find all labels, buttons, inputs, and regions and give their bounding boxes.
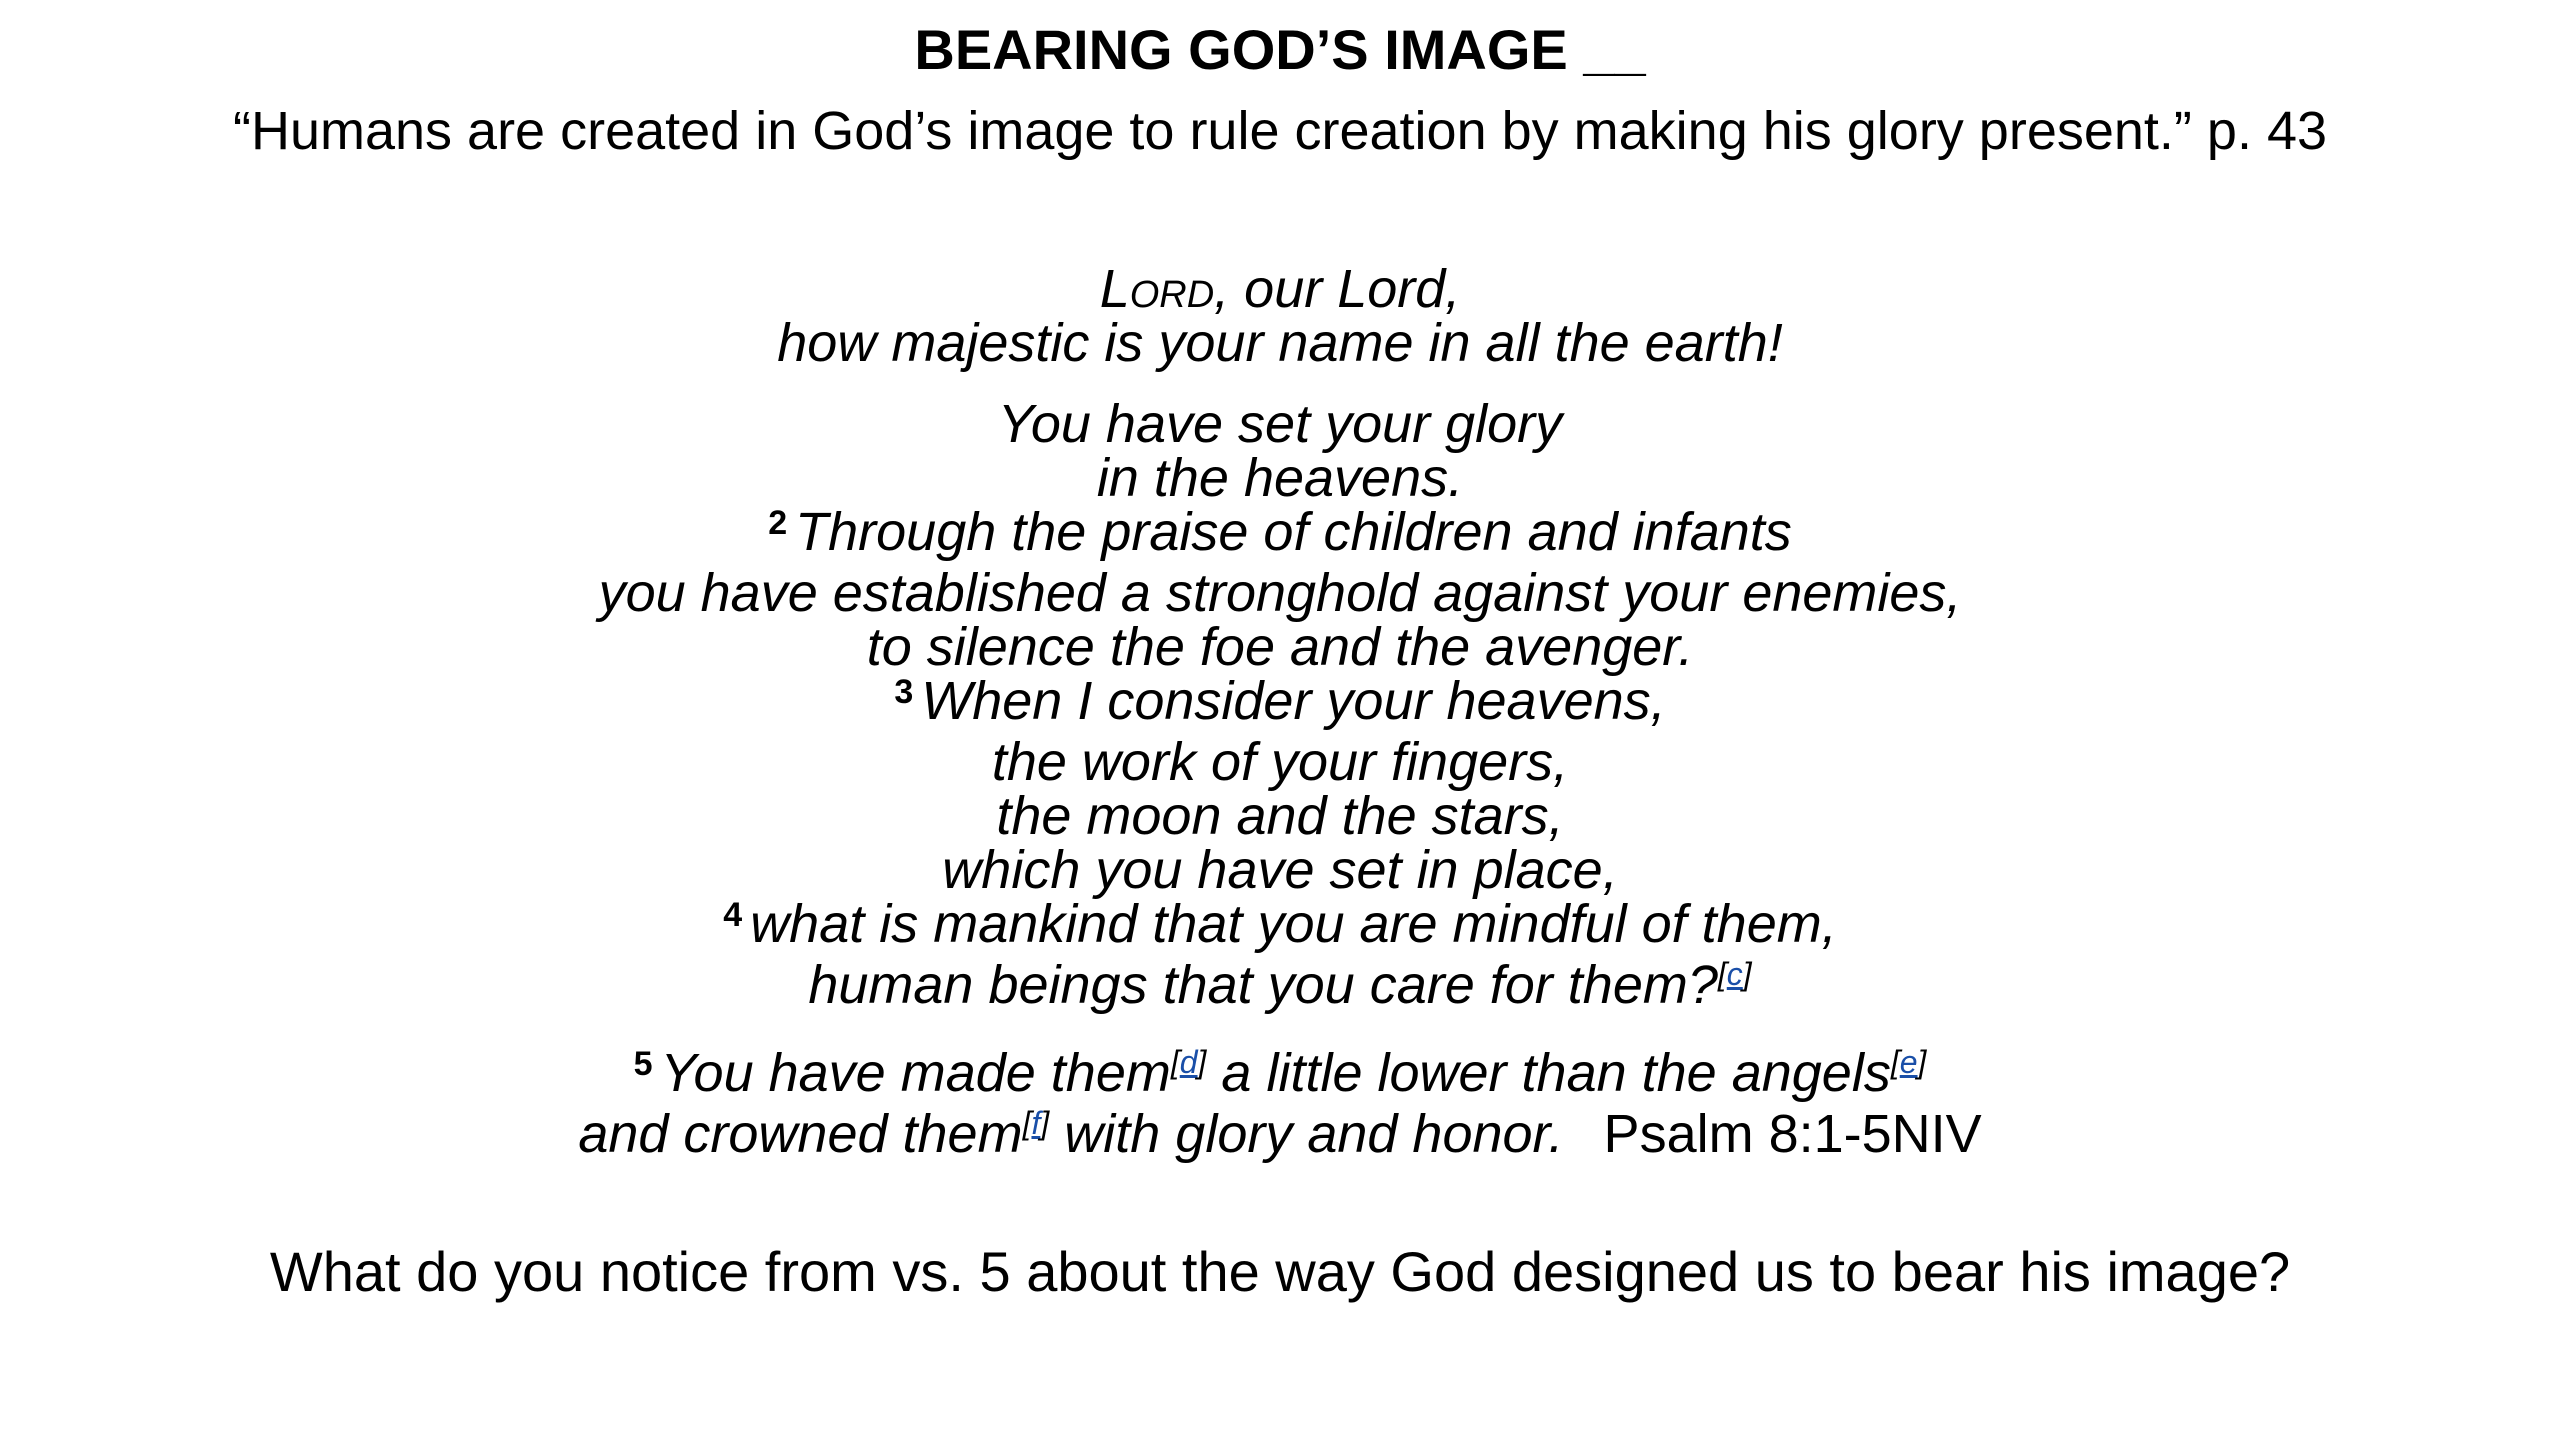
footnote-link-e[interactable]: e xyxy=(1899,1044,1918,1080)
footnote-marker: [d] xyxy=(1170,1044,1207,1080)
verse-number: 3 xyxy=(894,673,914,711)
footnote-link-d[interactable]: d xyxy=(1179,1044,1198,1080)
verse-number: 4 xyxy=(723,896,743,934)
scripture-reference: Psalm 8:1-5NIV xyxy=(1603,1104,1982,1164)
psalm-text: with glory and honor. xyxy=(1049,1104,1564,1164)
verse-number: 5 xyxy=(633,1045,653,1083)
psalm-text: what is mankind that you are mindful of them, xyxy=(750,894,1837,954)
discussion-question: What do you notice from vs. 5 about the way God designed us to bear his image? xyxy=(269,1240,2291,1303)
psalm-line xyxy=(0,502,2560,566)
psalm-text: human beings that you care for them? xyxy=(808,955,1718,1015)
psalm-text: When I consider your heavens, xyxy=(921,671,1666,731)
psalm-text: You have made them xyxy=(660,1043,1171,1103)
verse-number: 2 xyxy=(768,504,788,542)
psalm-line xyxy=(0,894,2560,958)
footnote-marker: [c] xyxy=(1717,956,1752,992)
psalm-line xyxy=(0,1104,2560,1168)
psalm-text: Through the praise of children and infants xyxy=(795,502,1792,562)
psalm-line: the work of your fingers, xyxy=(991,732,1569,792)
psalm-line: you have established a stronghold against your enemies, xyxy=(598,563,1962,623)
psalm-line: how majestic is your name in all the earth! xyxy=(777,313,1783,373)
psalm-line xyxy=(0,1043,2560,1107)
psalm-line: in the heavens. xyxy=(1096,448,1464,508)
psalm-passage xyxy=(0,259,2560,1168)
footnote-link-c[interactable]: c xyxy=(1726,956,1743,992)
psalm-line: which you have set in place, xyxy=(942,840,1618,900)
psalm-line: the moon and the stars, xyxy=(996,786,1564,846)
lord-word: Lord xyxy=(1099,259,1215,319)
book-quote: “Humans are created in God’s image to rule creation by making his glory present.” p. 43 xyxy=(232,101,2328,161)
footnote-link-f[interactable]: f xyxy=(1031,1105,1041,1141)
psalm-text: a little lower than the angels xyxy=(1206,1043,1891,1103)
psalm-text: , our Lord, xyxy=(1214,259,1461,319)
footnote-marker: [f] xyxy=(1022,1105,1050,1141)
psalm-line: You have set your glory xyxy=(997,394,1563,454)
psalm-line: to silence the foe and the avenger. xyxy=(866,617,1694,677)
psalm-line xyxy=(0,671,2560,735)
psalm-line xyxy=(0,259,2560,319)
psalm-line xyxy=(0,955,2560,1019)
footnote-marker: [e] xyxy=(1890,1044,1927,1080)
psalm-text: and crowned them xyxy=(578,1104,1023,1164)
slide-title: BEARING GOD’S IMAGE __ xyxy=(914,18,1646,81)
